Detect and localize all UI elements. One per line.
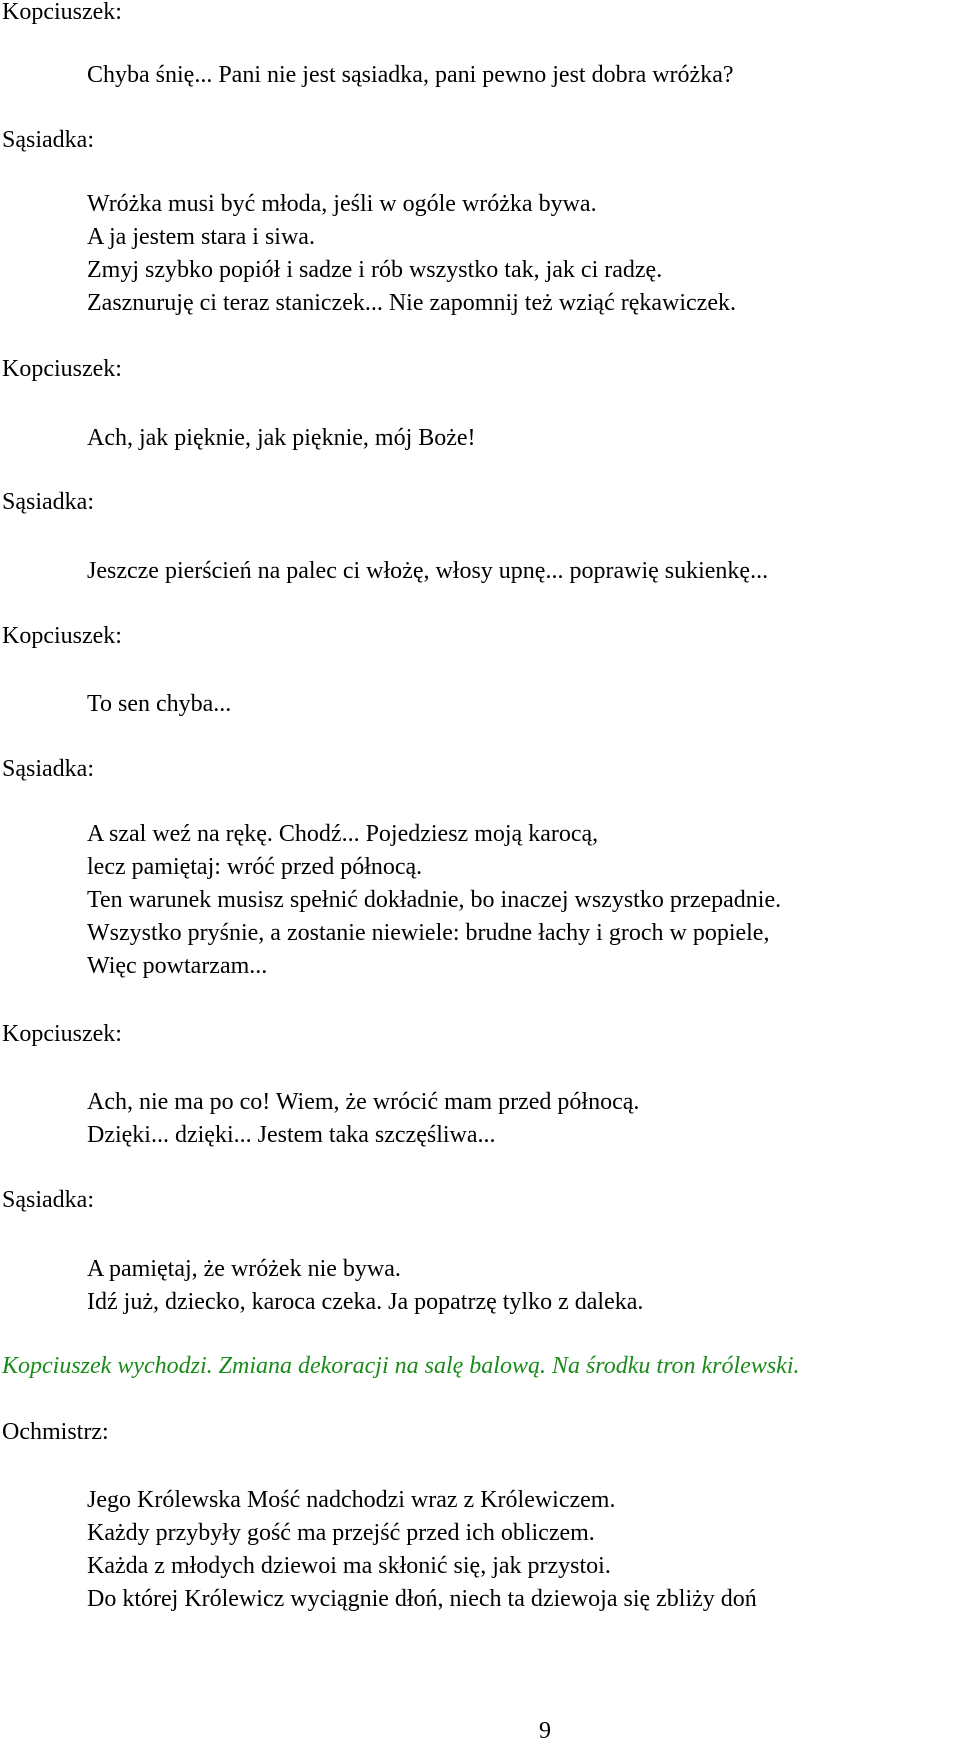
speaker-label: Kopciuszek: xyxy=(2,356,122,382)
dialogue-line: Każdy przybyły gość ma przejść przed ich obliczem. xyxy=(87,1520,595,1546)
speaker-label: Kopciuszek: xyxy=(2,623,122,649)
dialogue-block xyxy=(87,1253,643,1319)
dialogue-block xyxy=(87,555,768,588)
dialogue-line: Wróżka musi być młoda, jeśli w ogóle wróżka bywa. xyxy=(87,191,597,217)
dialogue-block xyxy=(87,818,781,983)
dialogue-line: Jeszcze pierścień na palec ci włożę, włosy upnę... poprawię sukienkę... xyxy=(87,558,769,584)
dialogue-line: Chyba śnię... Pani nie jest sąsiadka, pani pewno jest dobra wróżka? xyxy=(87,62,734,88)
dialogue-line: A szal weź na rękę. Chodź... Pojedziesz moją karocą, xyxy=(87,821,599,847)
dialogue-line: lecz pamiętaj: wróć przed północą. xyxy=(87,854,423,880)
dialogue-line: A ja jestem stara i siwa. xyxy=(87,224,315,250)
dialogue-line: Wszystko pryśnie, a zostanie niewiele: brudne łachy i groch w popiele, xyxy=(87,920,770,946)
dialogue-line: Do której Królewicz wyciągnie dłoń, niech ta dziewoja się zbliży doń xyxy=(87,1586,757,1612)
dialogue-line: Więc powtarzam... xyxy=(87,953,268,979)
dialogue-line: Zmyj szybko popiół i sadze i rób wszystko tak, jak ci radzę. xyxy=(87,257,663,283)
dialogue-line: Ten warunek musisz spełnić dokładnie, bo inaczej wszystko przepadnie. xyxy=(87,887,782,913)
dialogue-line: To sen chyba... xyxy=(87,691,232,717)
speaker-label: Sąsiadka: xyxy=(2,489,94,515)
dialogue-line: Każda z młodych dziewoi ma skłonić się, jak przystoi. xyxy=(87,1553,611,1579)
dialogue-line: Dzięki... dzięki... Jestem taka szczęśliwa... xyxy=(87,1122,496,1148)
speaker-label: Sąsiadka: xyxy=(2,127,94,153)
dialogue-line: Ach, nie ma po co! Wiem, że wrócić mam przed północą. xyxy=(87,1089,640,1115)
dialogue-block xyxy=(87,688,231,721)
dialogue-line: Zasznuruję ci teraz staniczek... Nie zapomnij też wziąć rękawiczek. xyxy=(87,290,736,316)
speaker-label: Kopciuszek: xyxy=(2,0,122,25)
dialogue-block xyxy=(87,1484,757,1616)
dialogue-line: Jego Królewska Mość nadchodzi wraz z Królewiczem. xyxy=(87,1487,616,1513)
page-number: 9 xyxy=(539,1718,551,1744)
speaker-label: Kopciuszek: xyxy=(2,1021,122,1047)
stage-direction: Kopciuszek wychodzi. Zmiana dekoracji na salę balową. Na środku tron królewski. xyxy=(2,1353,800,1379)
speaker-label: Sąsiadka: xyxy=(2,756,94,782)
dialogue-block xyxy=(87,188,736,320)
dialogue-block xyxy=(87,59,734,92)
speaker-label: Ochmistrz: xyxy=(2,1419,109,1445)
dialogue-line: Ach, jak pięknie, jak pięknie, mój Boże! xyxy=(87,425,476,451)
dialogue-block xyxy=(87,422,476,455)
dialogue-block xyxy=(87,1086,639,1152)
speaker-label: Sąsiadka: xyxy=(2,1187,94,1213)
dialogue-line: A pamiętaj, że wróżek nie bywa. xyxy=(87,1256,401,1282)
dialogue-line: Idź już, dziecko, karoca czeka. Ja popatrzę tylko z daleka. xyxy=(87,1289,644,1315)
